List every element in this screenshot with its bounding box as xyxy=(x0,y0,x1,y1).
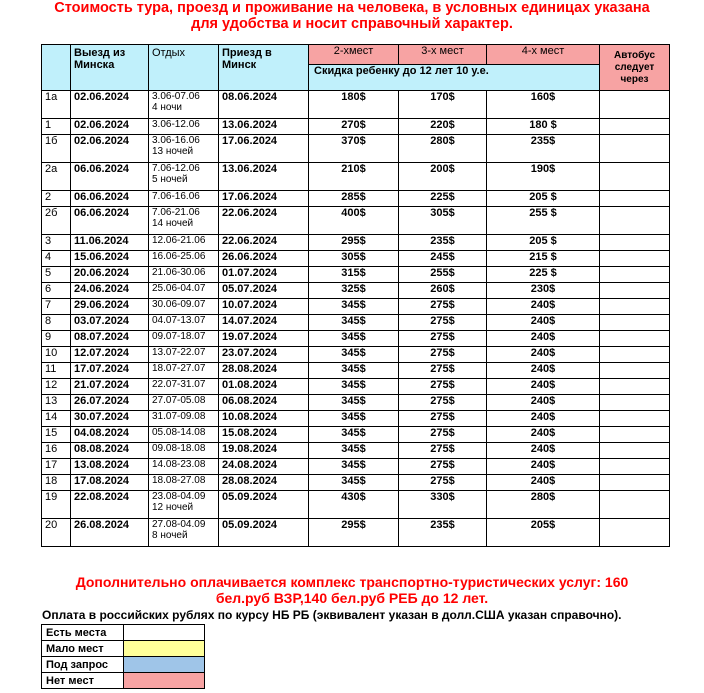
bus-route xyxy=(600,191,670,207)
row-number: 2 xyxy=(42,191,71,207)
table-row xyxy=(42,91,670,119)
stay-nights: 4 ночи xyxy=(152,102,182,113)
stay-nights: 14 ночей xyxy=(152,218,194,229)
departure-date: 24.06.2024 xyxy=(71,283,149,299)
bus-route xyxy=(600,331,670,347)
price-2-place: 210$ xyxy=(309,163,399,191)
legend-item xyxy=(42,625,205,641)
table-row xyxy=(42,251,670,267)
stay-period xyxy=(149,363,219,379)
departure-date: 17.08.2024 xyxy=(71,475,149,491)
stay-period xyxy=(149,267,219,283)
price-2-place: 345$ xyxy=(309,315,399,331)
stay-dates: 12.06-21.06 xyxy=(152,235,206,246)
arrival-date: 10.07.2024 xyxy=(219,299,309,315)
departure-date: 02.06.2024 xyxy=(71,91,149,119)
stay-period xyxy=(149,135,219,163)
stay-dates: 09.07-18.07 xyxy=(152,331,206,342)
departure-date: 17.07.2024 xyxy=(71,363,149,379)
departure-date: 15.06.2024 xyxy=(71,251,149,267)
arrival-date: 01.07.2024 xyxy=(219,267,309,283)
table-row xyxy=(42,459,670,475)
legend-item xyxy=(42,641,205,657)
price-2-place: 345$ xyxy=(309,475,399,491)
price-2-place: 345$ xyxy=(309,395,399,411)
stay-dates: 3.06-07.06 xyxy=(152,91,200,102)
price-4-place: 225 $ xyxy=(487,267,600,283)
price-4-place: 240$ xyxy=(487,459,600,475)
departure-date: 26.08.2024 xyxy=(71,519,149,547)
legend-item xyxy=(42,673,205,689)
bus-route xyxy=(600,119,670,135)
arrival-date: 28.08.2024 xyxy=(219,475,309,491)
table-row xyxy=(42,267,670,283)
price-3-place: 275$ xyxy=(399,331,487,347)
departure-date: 03.07.2024 xyxy=(71,315,149,331)
legend-swatch xyxy=(124,673,205,689)
price-2-place: 345$ xyxy=(309,363,399,379)
price-4-place: 240$ xyxy=(487,379,600,395)
extra-fee-line: бел.руб ВЗР,140 бел.руб РЕБ до 12 лет. xyxy=(215,590,489,606)
legend-item xyxy=(42,657,205,673)
row-number: 16 xyxy=(42,443,71,459)
header-num xyxy=(42,45,71,91)
stay-period xyxy=(149,235,219,251)
bus-route xyxy=(600,459,670,475)
price-4-place: 230$ xyxy=(487,283,600,299)
departure-date: 08.08.2024 xyxy=(71,443,149,459)
stay-dates: 13.07-22.07 xyxy=(152,347,206,358)
stay-dates: 21.06-30.06 xyxy=(152,267,206,278)
row-number: 1б xyxy=(42,135,71,163)
arrival-date: 15.08.2024 xyxy=(219,427,309,443)
stay-nights: 13 ночей xyxy=(152,146,194,157)
departure-date: 29.06.2024 xyxy=(71,299,149,315)
price-2-place: 345$ xyxy=(309,411,399,427)
stay-period xyxy=(149,163,219,191)
price-3-place: 275$ xyxy=(399,411,487,427)
stay-period xyxy=(149,427,219,443)
price-3-place: 275$ xyxy=(399,443,487,459)
bus-route xyxy=(600,207,670,235)
price-3-place: 275$ xyxy=(399,315,487,331)
departure-date: 26.07.2024 xyxy=(71,395,149,411)
table-row xyxy=(42,395,670,411)
stay-dates: 31.07-09.08 xyxy=(152,411,206,422)
arrival-date: 05.07.2024 xyxy=(219,283,309,299)
arrival-date: 13.06.2024 xyxy=(219,119,309,135)
header-row xyxy=(42,45,670,65)
bus-route xyxy=(600,315,670,331)
departure-date: 06.06.2024 xyxy=(71,163,149,191)
price-3-place: 255$ xyxy=(399,267,487,283)
price-3-place: 220$ xyxy=(399,119,487,135)
header-bus: Автобус следует через xyxy=(600,45,670,91)
stay-period xyxy=(149,91,219,119)
stay-period xyxy=(149,207,219,235)
price-4-place: 280$ xyxy=(487,491,600,519)
row-number: 1а xyxy=(42,91,71,119)
price-4-place: 215 $ xyxy=(487,251,600,267)
price-2-place: 345$ xyxy=(309,443,399,459)
arrival-date: 08.06.2024 xyxy=(219,91,309,119)
price-3-place: 305$ xyxy=(399,207,487,235)
stay-dates: 04.07-13.07 xyxy=(152,315,206,326)
price-2-place: 270$ xyxy=(309,119,399,135)
row-number: 9 xyxy=(42,331,71,347)
arrival-date: 01.08.2024 xyxy=(219,379,309,395)
stay-dates: 27.07-05.08 xyxy=(152,395,206,406)
departure-date: 04.08.2024 xyxy=(71,427,149,443)
table-row xyxy=(42,427,670,443)
stay-dates: 14.08-23.08 xyxy=(152,459,206,470)
stay-dates: 16.06-25.06 xyxy=(152,251,206,262)
price-3-place: 260$ xyxy=(399,283,487,299)
payment-note: Оплата в российских рублях по курсу НБ РБ (эквивалент указан в долл.США указан справочно). xyxy=(42,608,622,622)
stay-period xyxy=(149,459,219,475)
price-4-place: 255 $ xyxy=(487,207,600,235)
bus-route xyxy=(600,267,670,283)
departure-date: 11.06.2024 xyxy=(71,235,149,251)
arrival-date: 05.09.2024 xyxy=(219,491,309,519)
bus-route xyxy=(600,395,670,411)
price-4-place: 240$ xyxy=(487,427,600,443)
table-row xyxy=(42,163,670,191)
row-number: 13 xyxy=(42,395,71,411)
price-2-place: 285$ xyxy=(309,191,399,207)
stay-period xyxy=(149,315,219,331)
departure-date: 02.06.2024 xyxy=(71,119,149,135)
price-4-place: 240$ xyxy=(487,315,600,331)
bus-route xyxy=(600,475,670,491)
header-2-place: 2-хмест xyxy=(309,45,399,65)
price-2-place: 345$ xyxy=(309,331,399,347)
stay-period xyxy=(149,443,219,459)
arrival-date: 24.08.2024 xyxy=(219,459,309,475)
bus-route xyxy=(600,363,670,379)
arrival-date: 06.08.2024 xyxy=(219,395,309,411)
stay-period xyxy=(149,331,219,347)
bus-route xyxy=(600,299,670,315)
bus-route xyxy=(600,443,670,459)
arrival-date: 19.08.2024 xyxy=(219,443,309,459)
bus-route xyxy=(600,91,670,119)
bus-route xyxy=(600,427,670,443)
stay-dates: 23.08-04.09 xyxy=(152,491,206,502)
row-number: 4 xyxy=(42,251,71,267)
stay-dates: 7.06-16.06 xyxy=(152,191,200,202)
price-2-place: 345$ xyxy=(309,347,399,363)
departure-date: 20.06.2024 xyxy=(71,267,149,283)
row-number: 14 xyxy=(42,411,71,427)
price-3-place: 275$ xyxy=(399,395,487,411)
row-number: 2б xyxy=(42,207,71,235)
stay-dates: 30.06-09.07 xyxy=(152,299,206,310)
table-row xyxy=(42,411,670,427)
extra-fee-note xyxy=(0,574,704,606)
row-number: 8 xyxy=(42,315,71,331)
price-4-place: 240$ xyxy=(487,475,600,491)
stay-period xyxy=(149,119,219,135)
stay-dates: 3.06-16.06 xyxy=(152,135,200,146)
stay-dates: 09.08-18.08 xyxy=(152,443,206,454)
price-2-place: 400$ xyxy=(309,207,399,235)
price-3-place: 275$ xyxy=(399,427,487,443)
price-2-place: 315$ xyxy=(309,267,399,283)
price-4-place: 205 $ xyxy=(487,235,600,251)
bus-route xyxy=(600,519,670,547)
arrival-date: 14.07.2024 xyxy=(219,315,309,331)
price-3-place: 235$ xyxy=(399,235,487,251)
price-3-place: 280$ xyxy=(399,135,487,163)
arrival-date: 22.06.2024 xyxy=(219,207,309,235)
row-number: 6 xyxy=(42,283,71,299)
price-4-place: 240$ xyxy=(487,331,600,347)
table-row xyxy=(42,299,670,315)
price-4-place: 240$ xyxy=(487,411,600,427)
legend-label: Мало мест xyxy=(42,641,124,657)
bus-route xyxy=(600,283,670,299)
legend-swatch xyxy=(124,625,205,641)
bus-route xyxy=(600,235,670,251)
price-2-place: 430$ xyxy=(309,491,399,519)
title-line: для удобства и носит справочный характер. xyxy=(191,16,513,32)
bus-route xyxy=(600,163,670,191)
stay-nights: 8 ночей xyxy=(152,530,188,541)
price-4-place: 235$ xyxy=(487,135,600,163)
price-3-place: 330$ xyxy=(399,491,487,519)
legend-label: Есть места xyxy=(42,625,124,641)
table-row xyxy=(42,119,670,135)
stay-period xyxy=(149,411,219,427)
arrival-date: 13.06.2024 xyxy=(219,163,309,191)
stay-dates: 27.08-04.09 xyxy=(152,519,206,530)
legend-swatch xyxy=(124,641,205,657)
price-3-place: 275$ xyxy=(399,379,487,395)
stay-period xyxy=(149,299,219,315)
row-number: 11 xyxy=(42,363,71,379)
price-3-place: 245$ xyxy=(399,251,487,267)
stay-period xyxy=(149,491,219,519)
departure-date: 08.07.2024 xyxy=(71,331,149,347)
stay-dates: 22.07-31.07 xyxy=(152,379,206,390)
header-departure: Выезд из Минска xyxy=(71,45,149,91)
row-number: 19 xyxy=(42,491,71,519)
legend-label: Нет мест xyxy=(42,673,124,689)
row-number: 5 xyxy=(42,267,71,283)
row-number: 7 xyxy=(42,299,71,315)
row-number: 15 xyxy=(42,427,71,443)
price-2-place: 325$ xyxy=(309,283,399,299)
price-3-place: 275$ xyxy=(399,299,487,315)
departure-date: 22.08.2024 xyxy=(71,491,149,519)
price-2-place: 295$ xyxy=(309,235,399,251)
stay-period xyxy=(149,283,219,299)
table-row xyxy=(42,519,670,547)
stay-dates: 7.06-21.06 xyxy=(152,207,200,218)
stay-period xyxy=(149,347,219,363)
header-3-place: 3-х мест xyxy=(399,45,487,65)
row-number: 20 xyxy=(42,519,71,547)
stay-dates: 25.06-04.07 xyxy=(152,283,206,294)
price-2-place: 180$ xyxy=(309,91,399,119)
legend-swatch xyxy=(124,657,205,673)
stay-period xyxy=(149,395,219,411)
bus-route xyxy=(600,135,670,163)
departure-date: 06.06.2024 xyxy=(71,207,149,235)
stay-nights: 5 ночей xyxy=(152,174,188,185)
row-number: 10 xyxy=(42,347,71,363)
bus-route xyxy=(600,347,670,363)
table-row xyxy=(42,363,670,379)
kid-discount: Скидка ребенку до 12 лет 10 у.е. xyxy=(309,65,600,91)
stay-dates: 3.06-12.06 xyxy=(152,119,200,130)
stay-period xyxy=(149,519,219,547)
price-3-place: 200$ xyxy=(399,163,487,191)
arrival-date: 17.06.2024 xyxy=(219,191,309,207)
price-4-place: 190$ xyxy=(487,163,600,191)
departure-date: 06.06.2024 xyxy=(71,191,149,207)
arrival-date: 10.08.2024 xyxy=(219,411,309,427)
price-2-place: 345$ xyxy=(309,379,399,395)
stay-period xyxy=(149,379,219,395)
table-row xyxy=(42,347,670,363)
extra-fee-line: Дополнительно оплачивается комплекс транспортно-туристических услуг: 160 xyxy=(75,574,629,590)
price-2-place: 345$ xyxy=(309,427,399,443)
header-stay: Отдых xyxy=(149,45,219,91)
arrival-date: 23.07.2024 xyxy=(219,347,309,363)
table-row xyxy=(42,283,670,299)
bus-route xyxy=(600,491,670,519)
row-number: 2а xyxy=(42,163,71,191)
price-2-place: 295$ xyxy=(309,519,399,547)
table-row xyxy=(42,475,670,491)
page-title xyxy=(0,0,704,32)
bus-route xyxy=(600,379,670,395)
price-4-place: 240$ xyxy=(487,395,600,411)
arrival-date: 17.06.2024 xyxy=(219,135,309,163)
departure-date: 12.07.2024 xyxy=(71,347,149,363)
row-number: 3 xyxy=(42,235,71,251)
arrival-date: 05.09.2024 xyxy=(219,519,309,547)
price-4-place: 240$ xyxy=(487,443,600,459)
price-4-place: 240$ xyxy=(487,299,600,315)
tour-price-table xyxy=(41,44,670,547)
row-number: 12 xyxy=(42,379,71,395)
arrival-date: 26.06.2024 xyxy=(219,251,309,267)
price-2-place: 305$ xyxy=(309,251,399,267)
title-line: Стоимость тура, проезд и проживание на человека, в условных единицах указана xyxy=(54,0,650,16)
departure-date: 21.07.2024 xyxy=(71,379,149,395)
arrival-date: 19.07.2024 xyxy=(219,331,309,347)
price-2-place: 345$ xyxy=(309,299,399,315)
header-4-place: 4-х мест xyxy=(487,45,600,65)
table-row xyxy=(42,207,670,235)
price-3-place: 275$ xyxy=(399,459,487,475)
table-row xyxy=(42,235,670,251)
departure-date: 02.06.2024 xyxy=(71,135,149,163)
stay-period xyxy=(149,475,219,491)
price-3-place: 170$ xyxy=(399,91,487,119)
price-3-place: 275$ xyxy=(399,363,487,379)
stay-period xyxy=(149,251,219,267)
stay-dates: 05.08-14.08 xyxy=(152,427,206,438)
price-3-place: 235$ xyxy=(399,519,487,547)
table-row xyxy=(42,331,670,347)
bus-route xyxy=(600,411,670,427)
arrival-date: 28.08.2024 xyxy=(219,363,309,379)
row-number: 1 xyxy=(42,119,71,135)
price-3-place: 275$ xyxy=(399,347,487,363)
stay-dates: 18.07-27.07 xyxy=(152,363,206,374)
table-row xyxy=(42,443,670,459)
price-3-place: 275$ xyxy=(399,475,487,491)
row-number: 18 xyxy=(42,475,71,491)
stay-period xyxy=(149,191,219,207)
price-4-place: 240$ xyxy=(487,347,600,363)
header-arrival: Приезд в Минск xyxy=(219,45,309,91)
table-row xyxy=(42,315,670,331)
table-row xyxy=(42,191,670,207)
price-2-place: 370$ xyxy=(309,135,399,163)
table-row xyxy=(42,379,670,395)
price-3-place: 225$ xyxy=(399,191,487,207)
stay-dates: 18.08-27.08 xyxy=(152,475,206,486)
stay-nights: 12 ночей xyxy=(152,502,194,513)
departure-date: 13.08.2024 xyxy=(71,459,149,475)
price-4-place: 240$ xyxy=(487,363,600,379)
arrival-date: 22.06.2024 xyxy=(219,235,309,251)
price-2-place: 345$ xyxy=(309,459,399,475)
price-4-place: 160$ xyxy=(487,91,600,119)
departure-date: 30.07.2024 xyxy=(71,411,149,427)
availability-legend xyxy=(41,624,205,689)
price-4-place: 205 $ xyxy=(487,191,600,207)
price-4-place: 205$ xyxy=(487,519,600,547)
row-number: 17 xyxy=(42,459,71,475)
stay-dates: 7.06-12.06 xyxy=(152,163,200,174)
table-row xyxy=(42,135,670,163)
bus-route xyxy=(600,251,670,267)
table-row xyxy=(42,491,670,519)
price-4-place: 180 $ xyxy=(487,119,600,135)
legend-label: Под запрос xyxy=(42,657,124,673)
